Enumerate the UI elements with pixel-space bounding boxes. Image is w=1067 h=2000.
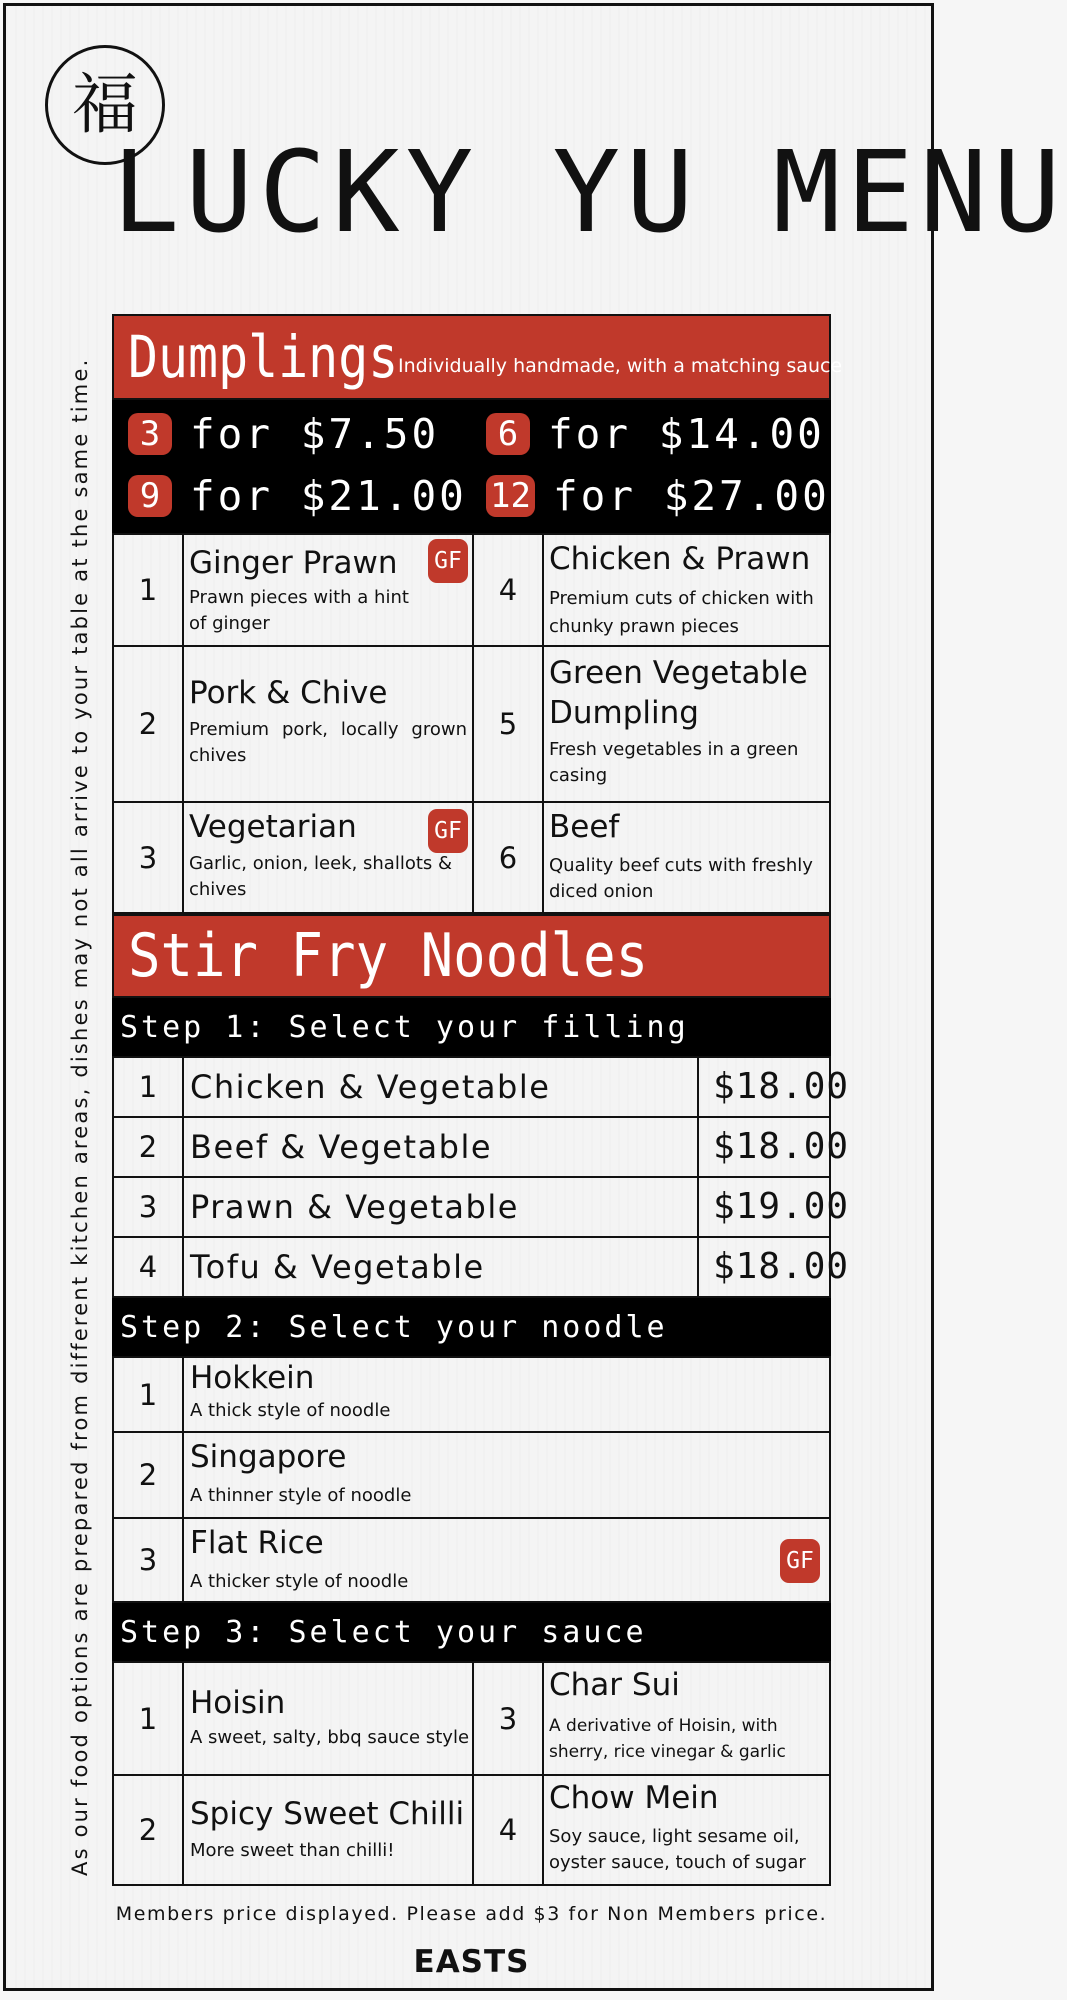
- filling-price: $19.00: [713, 1186, 850, 1227]
- sauce-item: [182, 1774, 474, 1886]
- filling-row: [182, 1056, 699, 1118]
- dumpling-item: [182, 801, 474, 914]
- sauce-item: [542, 1661, 831, 1776]
- sauce-name: Chow Mein: [549, 1780, 719, 1816]
- price-text: for $21.00: [190, 472, 467, 520]
- row-number: 2: [112, 1116, 184, 1178]
- item-number: 5: [472, 645, 544, 803]
- noodles-title: Stir Fry Noodles: [128, 921, 649, 991]
- sauce-description: A derivative of Hoisin, with sherry, rice vinegar & garlic: [549, 1716, 786, 1762]
- sauce-name: Char Sui: [549, 1667, 680, 1703]
- filling-price-cell: [697, 1116, 850, 1178]
- filling-name: Beef & Vegetable: [190, 1128, 493, 1166]
- item-description: Prawn pieces with a hint of ginger: [189, 587, 409, 634]
- row-number: 4: [472, 1774, 544, 1886]
- side-note: As our food options are prepared from different kitchen areas, dishes may not all arrive to your table at the same time.: [68, 357, 92, 1876]
- item-name: Pork & Chive: [189, 675, 388, 711]
- menu-title: LUCKY YU MENU: [112, 128, 1067, 258]
- item-description: Garlic, onion, leek, shallots & chives: [189, 853, 453, 900]
- dumpling-price-bar: [112, 400, 831, 533]
- dumplings-header: [112, 314, 843, 400]
- dumplings-title: Dumplings: [128, 323, 399, 391]
- item-description: Premium pork, locally grown chives: [189, 719, 467, 766]
- step2-header: Step 2: Select your noodle: [112, 1298, 831, 1356]
- row-number: 1: [112, 1661, 184, 1776]
- seal-character: 福: [72, 66, 138, 143]
- filling-price: $18.00: [713, 1126, 850, 1167]
- price-tier: [486, 472, 830, 520]
- sauce-name: Hoisin: [190, 1685, 286, 1721]
- item-number: 6: [472, 801, 544, 914]
- item-description: Fresh vegetables in a green casing: [549, 739, 799, 786]
- row-number: 4: [112, 1236, 184, 1298]
- item-name: Chicken & Prawn: [549, 541, 811, 577]
- item-description: Quality beef cuts with freshly diced onion: [549, 855, 813, 902]
- item-name: Green Vegetable Dumpling: [549, 655, 808, 731]
- step3-header: Step 3: Select your sauce: [112, 1603, 831, 1661]
- filling-row: [182, 1176, 699, 1238]
- item-number: 3: [112, 801, 184, 914]
- sauce-description: A sweet, salty, bbq sauce style: [190, 1727, 470, 1748]
- sauce-item: [182, 1661, 474, 1776]
- gluten-free-badge: GF: [428, 809, 468, 853]
- row-number: 3: [472, 1661, 544, 1776]
- noodle-row: [182, 1517, 831, 1603]
- filling-price-cell: [697, 1176, 850, 1238]
- easts-logo: EASTS: [413, 1944, 530, 1980]
- filling-name: Tofu & Vegetable: [190, 1248, 485, 1286]
- qty-badge: 9: [128, 475, 172, 517]
- dumpling-item: [182, 533, 474, 647]
- price-tier: [128, 410, 439, 458]
- step1-header: Step 1: Select your filling: [112, 998, 831, 1056]
- filling-price: $18.00: [713, 1246, 850, 1287]
- sauce-item: [542, 1774, 831, 1886]
- noodle-name: Hokkein: [190, 1360, 315, 1396]
- filling-name: Prawn & Vegetable: [190, 1188, 519, 1226]
- row-number: 1: [112, 1056, 184, 1118]
- qty-badge: 3: [128, 413, 172, 455]
- noodle-description: A thick style of noodle: [190, 1400, 391, 1421]
- gluten-free-badge: GF: [428, 539, 468, 583]
- item-description: Premium cuts of chicken with chunky prawn pieces: [549, 588, 814, 637]
- dumpling-item: [542, 645, 831, 803]
- row-number: 1: [112, 1356, 184, 1433]
- filling-price-cell: [697, 1236, 850, 1298]
- noodles-header: [112, 914, 831, 998]
- item-name: Ginger Prawn: [189, 545, 398, 581]
- price-text: for $7.50: [190, 410, 440, 458]
- sauce-description: Soy sauce, light sesame oil, oyster sauce, touch of sugar: [549, 1826, 806, 1873]
- noodle-name: Singapore: [190, 1439, 347, 1475]
- filling-name: Chicken & Vegetable: [190, 1068, 551, 1106]
- sauce-description: More sweet than chilli!: [190, 1840, 395, 1861]
- item-name: Beef: [549, 809, 620, 845]
- qty-badge: 6: [486, 413, 530, 455]
- dumpling-item: [182, 645, 474, 803]
- noodle-row: [182, 1431, 831, 1519]
- price-tier: [128, 472, 467, 520]
- gluten-free-badge: GF: [780, 1539, 820, 1583]
- qty-badge: 12: [486, 475, 535, 517]
- noodle-description: A thicker style of noodle: [190, 1571, 409, 1592]
- filling-price-cell: [697, 1056, 850, 1118]
- item-name: Vegetarian: [189, 809, 357, 845]
- dumpling-item: [542, 533, 831, 647]
- filling-row: [182, 1116, 699, 1178]
- row-number: 3: [112, 1517, 184, 1603]
- price-text: for $14.00: [548, 410, 825, 458]
- members-price-note: Members price displayed. Please add $3 for Non Members price.: [115, 1903, 828, 1925]
- price-text: for $27.00: [552, 472, 830, 520]
- row-number: 2: [112, 1774, 184, 1886]
- noodle-row: [182, 1356, 831, 1433]
- noodle-name: Flat Rice: [190, 1525, 324, 1561]
- price-tier: [486, 410, 825, 458]
- item-number: 4: [472, 533, 544, 647]
- filling-price: $18.00: [713, 1066, 850, 1107]
- sauce-name: Spicy Sweet Chilli: [190, 1796, 465, 1832]
- dumplings-subtitle: Individually handmade, with a matching sauce: [398, 355, 843, 377]
- item-number: 1: [112, 533, 184, 647]
- row-number: 2: [112, 1431, 184, 1519]
- filling-row: [182, 1236, 699, 1298]
- row-number: 3: [112, 1176, 184, 1238]
- item-number: 2: [112, 645, 184, 803]
- noodle-description: A thinner style of noodle: [190, 1485, 412, 1506]
- dumpling-item: [542, 801, 831, 914]
